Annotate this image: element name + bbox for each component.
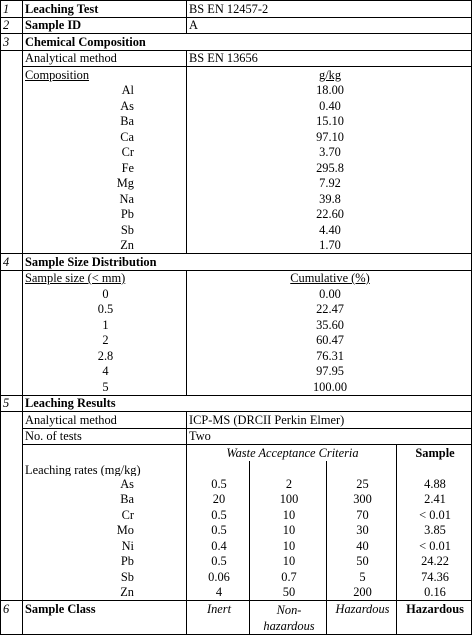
inert-limit: 0.5: [187, 554, 250, 570]
sample-value: 2.41: [397, 492, 472, 508]
element-value: 1.70: [187, 238, 472, 254]
row-value: BS EN 12457-2: [187, 1, 472, 18]
row-number: 1: [1, 1, 23, 18]
non-hazardous-limit: 10: [250, 523, 327, 539]
non-hazardous-limit: 0.7: [250, 569, 327, 585]
composition-header: Composition: [23, 67, 187, 83]
row-chemical-composition: [1, 34, 472, 51]
unit-header: g/kg: [187, 67, 472, 83]
composition-row: [1, 176, 472, 192]
sample-value: < 0.01: [397, 538, 472, 554]
size-row: [1, 302, 472, 318]
rates-label: Leaching rates (mg/kg): [23, 445, 187, 477]
leaching-row: [1, 554, 472, 570]
composition-row: [1, 191, 472, 207]
inert-limit: 4: [187, 585, 250, 601]
sample-size-header: Sample size (< mm): [23, 270, 187, 286]
leaching-method-row: [1, 412, 472, 429]
element-value: 4.40: [187, 222, 472, 238]
section-spacer: [1, 50, 23, 254]
cumulative-value: 100.00: [187, 379, 472, 395]
row-sample-class: [1, 601, 472, 635]
sample-value: < 0.01: [397, 507, 472, 523]
hazardous-limit: 300: [327, 492, 397, 508]
section-heading: Sample Size Distribution: [23, 254, 472, 271]
leaching-tests-row: [1, 428, 472, 445]
hazardous-limit: 25: [327, 476, 397, 492]
inert-limit: 0.5: [187, 523, 250, 539]
sample-value: 24.22: [397, 554, 472, 570]
row-sample-size-distribution: [1, 254, 472, 271]
non-hazardous-limit: 10: [250, 554, 327, 570]
element-label: As: [23, 98, 187, 114]
section-spacer: [1, 270, 23, 395]
element-label: Cr: [23, 145, 187, 161]
element-label: Zn: [23, 238, 187, 254]
tests-value: Two: [187, 428, 472, 445]
element-label: Ba: [23, 492, 187, 508]
size-row: [1, 286, 472, 302]
class-non-hazardous: Non- hazardous: [250, 601, 327, 635]
composition-row: [1, 222, 472, 238]
element-label: As: [23, 476, 187, 492]
row-number: 4: [1, 254, 23, 271]
size-row: [1, 333, 472, 349]
leaching-row: [1, 585, 472, 601]
element-label: Zn: [23, 585, 187, 601]
class-hazardous: Hazardous: [327, 601, 397, 635]
element-label: Mg: [23, 176, 187, 192]
section-spacer: [1, 412, 23, 601]
row-label: Sample ID: [23, 17, 187, 34]
non-hazardous-limit: 100: [250, 492, 327, 508]
cumulative-header: Cumulative (%): [187, 270, 472, 286]
leaching-row: [1, 476, 472, 492]
class-inert: Inert: [187, 601, 250, 635]
size-header-row: [1, 270, 472, 286]
leaching-row: [1, 538, 472, 554]
row-number: 6: [1, 601, 23, 635]
size-row: [1, 348, 472, 364]
element-label: Cr: [23, 507, 187, 523]
size-value: 1: [23, 317, 187, 333]
element-label: Mo: [23, 523, 187, 539]
hazardous-limit: 5: [327, 569, 397, 585]
row-leaching-results: [1, 395, 472, 412]
composition-row: [1, 98, 472, 114]
leaching-wac-header-row: [1, 445, 472, 461]
row-label: Leaching Test: [23, 1, 187, 18]
row-value: A: [187, 17, 472, 34]
sample-value: 3.85: [397, 523, 472, 539]
element-label: Sb: [23, 222, 187, 238]
size-value: 0.5: [23, 302, 187, 318]
element-value: 22.60: [187, 207, 472, 223]
cumulative-value: 76.31: [187, 348, 472, 364]
method-label: Analytical method: [23, 412, 187, 429]
size-row: [1, 379, 472, 395]
element-value: 18.00: [187, 83, 472, 99]
element-label: Pb: [23, 207, 187, 223]
non-hazardous-limit: 2: [250, 476, 327, 492]
element-label: Fe: [23, 160, 187, 176]
size-row: [1, 364, 472, 380]
element-value: 0.40: [187, 98, 472, 114]
element-value: 39.8: [187, 191, 472, 207]
hazardous-limit: 30: [327, 523, 397, 539]
sample-value: 0.16: [397, 585, 472, 601]
composition-row: [1, 83, 472, 99]
element-value: 7.92: [187, 176, 472, 192]
method-label: Analytical method: [23, 50, 187, 67]
sample-class-result: Hazardous: [397, 601, 472, 635]
element-value: 97.10: [187, 129, 472, 145]
chemical-method-row: [1, 50, 472, 67]
hazardous-limit: 70: [327, 507, 397, 523]
row-number: 3: [1, 34, 23, 51]
element-value: 3.70: [187, 145, 472, 161]
leaching-row: [1, 507, 472, 523]
size-value: 4: [23, 364, 187, 380]
inert-limit: 0.5: [187, 507, 250, 523]
element-label: Sb: [23, 569, 187, 585]
size-value: 5: [23, 379, 187, 395]
element-label: Ni: [23, 538, 187, 554]
size-value: 2.8: [23, 348, 187, 364]
composition-row: [1, 160, 472, 176]
inert-limit: 0.06: [187, 569, 250, 585]
element-label: Na: [23, 191, 187, 207]
element-label: Ba: [23, 114, 187, 130]
cumulative-value: 97.95: [187, 364, 472, 380]
size-row: [1, 317, 472, 333]
element-label: Pb: [23, 554, 187, 570]
composition-row: [1, 145, 472, 161]
wac-header: Waste Acceptance Criteria: [187, 445, 397, 461]
composition-row: [1, 114, 472, 130]
section-heading: Chemical Composition: [23, 34, 472, 51]
non-hazardous-limit: 10: [250, 507, 327, 523]
inert-limit: 0.5: [187, 476, 250, 492]
chemical-header-row: [1, 67, 472, 83]
tests-label: No. of tests: [23, 428, 187, 445]
hazardous-limit: 200: [327, 585, 397, 601]
element-label: Al: [23, 83, 187, 99]
row-number: 2: [1, 17, 23, 34]
method-value: ICP-MS (DRCII Perkin Elmer): [187, 412, 472, 429]
row-sample-id: [1, 17, 472, 34]
sample-value: 74.36: [397, 569, 472, 585]
row-leaching-test: [1, 1, 472, 18]
hazardous-limit: 50: [327, 554, 397, 570]
leaching-row: [1, 492, 472, 508]
inert-limit: 20: [187, 492, 250, 508]
row-number: 5: [1, 395, 23, 412]
cumulative-value: 60.47: [187, 333, 472, 349]
section-heading: Leaching Results: [23, 395, 472, 412]
non-hazardous-limit: 50: [250, 585, 327, 601]
element-value: 295.8: [187, 160, 472, 176]
size-value: 0: [23, 286, 187, 302]
element-value: 15.10: [187, 114, 472, 130]
non-hazardous-limit: 10: [250, 538, 327, 554]
cumulative-value: 35.60: [187, 317, 472, 333]
hazardous-limit: 40: [327, 538, 397, 554]
sample-value: 4.88: [397, 476, 472, 492]
composition-row: [1, 207, 472, 223]
leaching-row: [1, 569, 472, 585]
inert-limit: 0.4: [187, 538, 250, 554]
sample-header: Sample: [397, 445, 472, 461]
cumulative-value: 22.47: [187, 302, 472, 318]
composition-row: [1, 238, 472, 254]
leaching-row: [1, 523, 472, 539]
cumulative-value: 0.00: [187, 286, 472, 302]
element-label: Ca: [23, 129, 187, 145]
method-value: BS EN 13656: [187, 50, 472, 67]
row-label: Sample Class: [23, 601, 187, 635]
composition-row: [1, 129, 472, 145]
size-value: 2: [23, 333, 187, 349]
